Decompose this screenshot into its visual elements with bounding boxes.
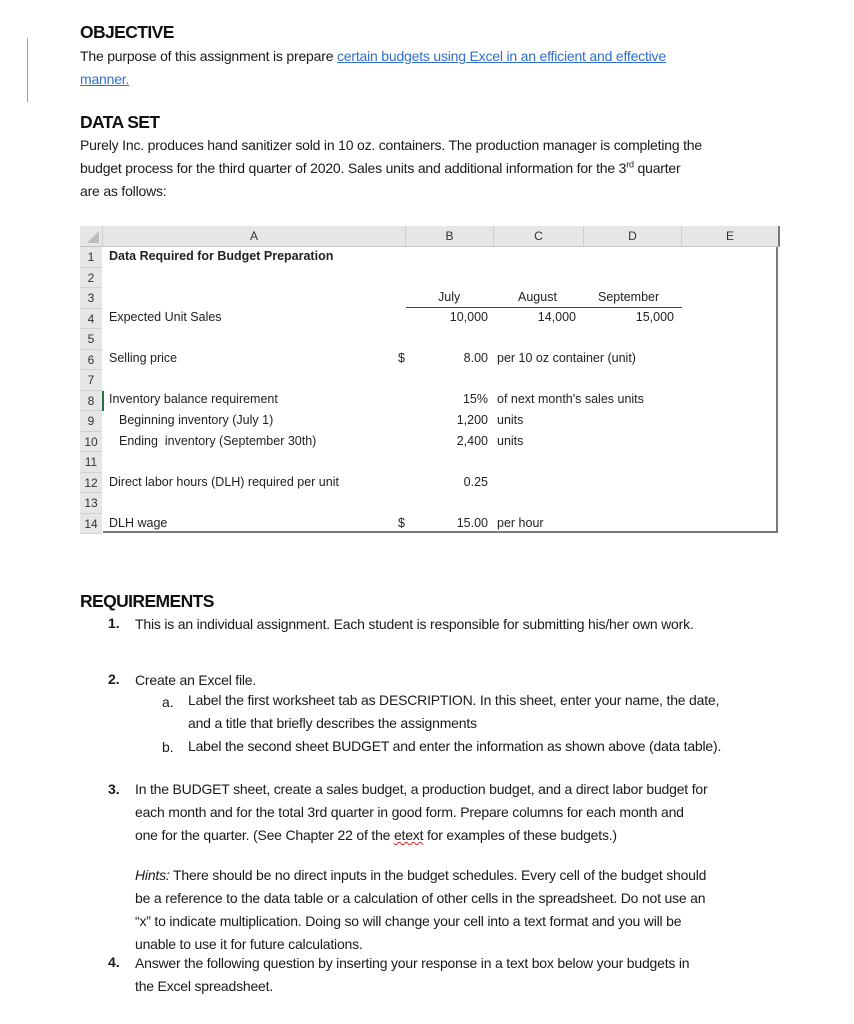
cell-b10-value: 2,400: [456, 433, 488, 448]
objective-link-part1[interactable]: certain budgets using Excel in an efficient and effective: [336, 48, 666, 64]
row-header-3: 3: [80, 288, 102, 309]
req-3-line1: In the BUDGET sheet, create a sales budget, a production budget, and a direct labor budget for: [135, 781, 708, 797]
req-1-text: This is an individual assignment. Each student is responsible for submitting his/her own work.: [135, 616, 694, 632]
cell-b4-july-sales: 10,000: [449, 310, 488, 324]
cell-c3-august: August: [518, 290, 557, 304]
row-header-6: 6: [80, 350, 102, 371]
cell-b6-currency: $: [398, 351, 405, 365]
cell-a14-label: DLH wage: [109, 515, 168, 530]
req-3-text: [135, 778, 785, 847]
revision-margin-bar: [27, 38, 28, 102]
cell-b3-july: July: [438, 290, 461, 304]
cell-b14-currency: $: [398, 515, 405, 530]
req-1-number: 1.: [108, 615, 120, 631]
row-header-9: 9: [80, 411, 102, 432]
requirements-heading: REQUIREMENTS: [80, 591, 214, 611]
row-header-2: 2: [80, 268, 102, 289]
cell-a12-label: Direct labor hours (DLH) required per unit: [109, 474, 339, 489]
row-header-5: 5: [80, 329, 102, 350]
row-header-12: 12: [80, 473, 102, 494]
req-3-number: 3.: [108, 781, 120, 797]
objective-text: The purpose of this assignment is prepare: [80, 48, 337, 64]
req-4-text: [135, 952, 785, 998]
superscript-rd: rd: [626, 159, 634, 170]
row-header-4: 4: [80, 309, 102, 330]
hints-line4: unable to use it for future calculations.: [135, 936, 363, 952]
select-all-corner: [80, 226, 103, 247]
hints-line1: There should be no direct inputs in the budget schedules. Every cell of the budget should: [169, 867, 707, 883]
row-header-8: 8: [80, 391, 102, 412]
cell-c8-note: of next month's sales units: [497, 392, 644, 406]
cell-a4-label: Expected Unit Sales: [109, 310, 222, 324]
cell-a1-title: Data Required for Budget Preparation: [109, 249, 334, 263]
cell-b9-value: 1,200: [456, 413, 488, 427]
data-set-line2: budget process for the third quarter of 2020. Sales units and additional information for the 3: [80, 160, 627, 176]
row-header-1: 1: [80, 247, 102, 268]
spellcheck-word-etext[interactable]: etext: [393, 827, 424, 843]
req-3-hints: [135, 864, 785, 956]
cell-c9-unit: units: [497, 413, 524, 427]
cell-c14-note: per hour: [497, 515, 544, 530]
data-set-line1: Purely Inc. produces hand sanitizer sold in 10 oz. containers. The production manager is completing the: [80, 137, 702, 153]
req-4-line2: the Excel spreadsheet.: [135, 978, 274, 994]
req-2a-line1: Label the first worksheet tab as DESCRIPTION. In this sheet, enter your name, the date,: [188, 692, 720, 708]
row-header-11: 11: [80, 452, 102, 473]
req-4-line1: Answer the following question by inserting your response in a text box below your budgets in: [135, 955, 690, 971]
data-set-line3: are as follows:: [80, 183, 167, 199]
data-set-paragraph: [80, 134, 780, 203]
cell-a9-label: Beginning inventory (July 1): [119, 413, 274, 427]
cell-d3-september: September: [598, 290, 660, 304]
cell-d4-september-sales: 15,000: [635, 310, 674, 324]
hints-line2: be a reference to the data table or a calculation of other cells in the spreadsheet. Do not use an: [135, 890, 706, 906]
active-row-marker: [102, 391, 104, 411]
data-table-spreadsheet: [80, 226, 778, 533]
column-header-d: D: [584, 226, 682, 247]
req-2b-letter: b.: [162, 739, 174, 755]
objective-paragraph: [80, 45, 780, 91]
req-2a-letter: a.: [162, 694, 174, 710]
cell-c4-august-sales: 14,000: [537, 310, 576, 324]
row-header-7: 7: [80, 370, 102, 391]
req-2a-line2: and a title that briefly describes the assignments: [188, 715, 477, 731]
objective-heading: OBJECTIVE: [80, 22, 174, 42]
cell-b12-value: 0.25: [463, 474, 488, 489]
cell-b6-price: 8.00: [463, 351, 488, 365]
req-3-line3: one for the quarter. (See Chapter 22 of the: [135, 827, 394, 843]
cell-c10-unit: units: [497, 433, 524, 448]
req-3-line3-end: for examples of these budgets.): [423, 827, 617, 843]
req-3-line2: each month and for the total 3rd quarter in good form. Prepare columns for each month and: [135, 804, 684, 820]
hints-line3: “x” to indicate multiplication. Doing so will change your cell into a text format and you will be: [135, 913, 682, 929]
cell-c6-note: per 10 oz container (unit): [497, 351, 636, 365]
column-header-a: A: [103, 226, 406, 247]
data-set-line2-end: quarter: [633, 160, 681, 176]
cell-a8-label: Inventory balance requirement: [109, 392, 278, 406]
row-header-14: 14: [80, 514, 102, 535]
row-header-13: 13: [80, 493, 102, 514]
column-header-e: E: [682, 226, 780, 247]
cell-b8-pct: 15%: [462, 392, 488, 406]
column-header-b: B: [406, 226, 494, 247]
cell-b14-wage: 15.00: [456, 515, 488, 530]
column-header-c: C: [494, 226, 584, 247]
cell-a10-label: Ending inventory (September 30th): [119, 433, 317, 448]
req-2b-text: Label the second sheet BUDGET and enter the information as shown above (data table).: [188, 738, 722, 754]
req-4-number: 4.: [108, 954, 120, 970]
row-header-10: 10: [80, 432, 102, 453]
hints-label: Hints:: [135, 867, 170, 883]
req-2-text: Create an Excel file.: [135, 672, 257, 688]
data-set-heading: DATA SET: [80, 112, 160, 132]
req-2-number: 2.: [108, 671, 120, 687]
objective-link-part2[interactable]: manner.: [80, 71, 130, 87]
req-2a-text: [188, 689, 788, 735]
cell-a6-label: Selling price: [109, 351, 178, 365]
